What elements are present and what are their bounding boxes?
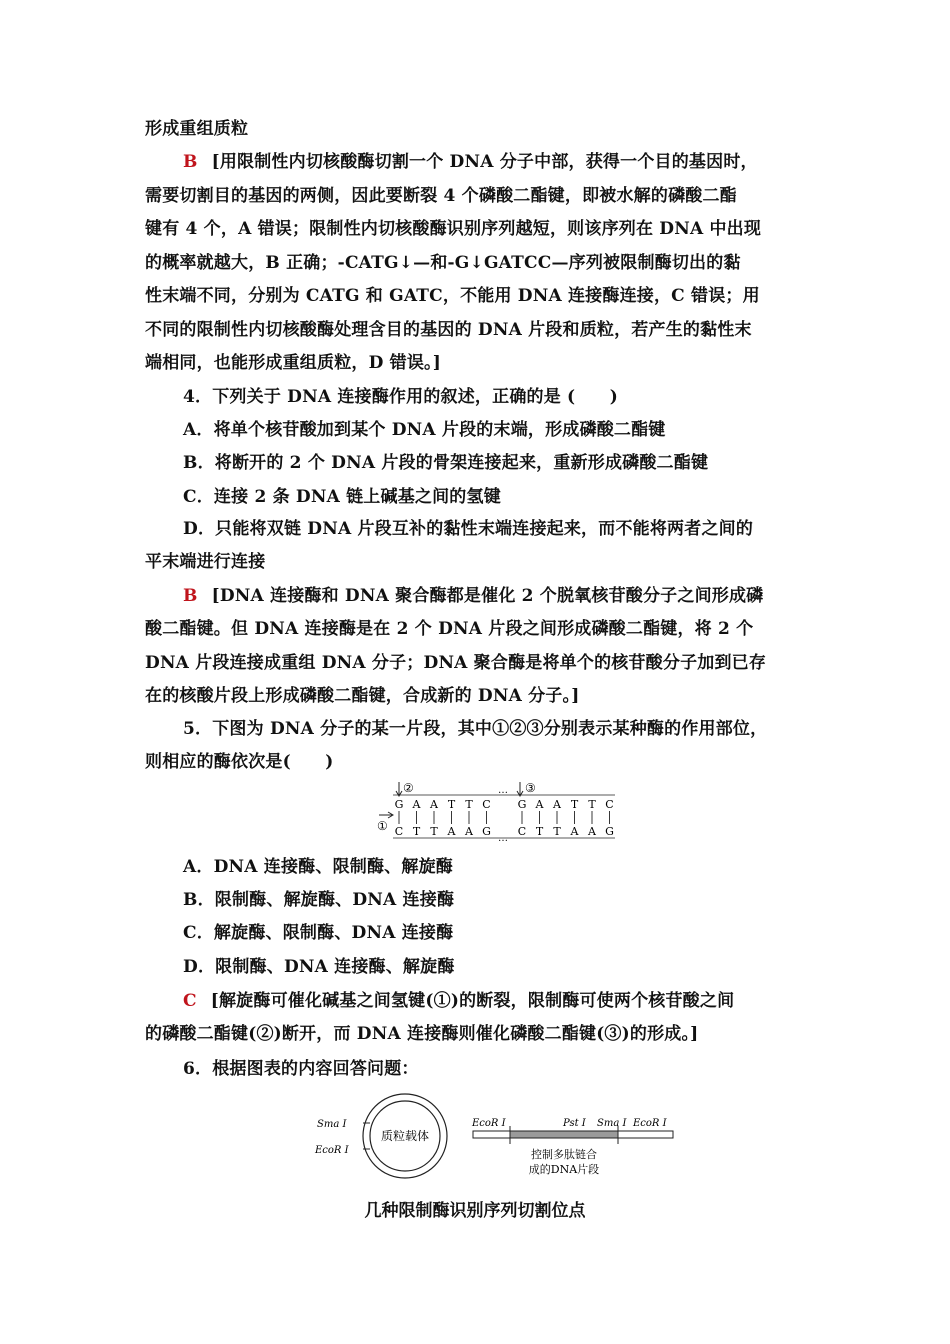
plasmid-diagram [310,1090,680,1182]
top-base: T [588,798,596,811]
option-b: B．限制酶、解旋酶、DNA 连接酶 [183,890,455,910]
answer-line [183,990,734,1012]
text-line: 的概率就越大，B 正确；-CATG↓—和-G↓GATCC—序列被限制酶切出的黏 [145,253,741,273]
bottom-base: T [412,825,421,838]
question-6: 6．根据图表的内容回答问题： [183,1059,419,1079]
top-base: T [465,798,473,811]
text-line: 需要切割目的基因的两侧，因此要断裂 4 个磷酸二酯键，即被水解的磷酸二酯 [145,186,737,206]
fragment-pst: Pst Ⅰ [563,1118,586,1129]
plasmid-label: 质粒载体 [380,1129,430,1143]
bottom-base: T [553,825,561,838]
bottom-base: A [588,825,596,838]
dna-fragment-diagram [375,778,625,842]
bottom-base: A [570,825,579,838]
fragment-ecor-right: EcoR Ⅰ [633,1118,667,1129]
answer-text: [解旋酶可催化碱基之间氢键(①)的断裂，限制酶可使两个核苷酸之间 [210,991,735,1011]
text-line: 端相同，也能形成重组质粒，D 错误。] [145,353,442,373]
bottom-base: G [605,825,614,838]
option-d: D．只能将双链 DNA 片段互补的黏性末端连接起来，而不能将两者之间的 [183,519,754,539]
label-2: ② [403,781,414,795]
answer-letter: B [183,152,198,172]
bottom-base: T [535,825,544,838]
text-line: 形成重组质粒 [145,119,249,139]
option-a: A．将单个核苷酸加到某个 DNA 片段的末端，形成磷酸二酯键 [183,420,666,440]
top-base: A [535,798,544,811]
label-1: ① [377,819,388,833]
text-line: 键有 4 个，A 错误；限制性内切核酸酶识别序列越短，则该序列在 DNA 中出现 [145,219,762,239]
text-line: 则相应的酶依次是( ) [145,752,334,772]
text-line: 平末端进行连接 [145,552,266,572]
option-c: C．解旋酶、限制酶、DNA 连接酶 [183,923,454,943]
fragment-label-2: 成的DNA片段 [528,1163,600,1176]
text-line: 的磷酸二酯键(②)断开，而 DNA 连接酶则催化磷酸二酯键(③)的形成。] [145,1024,699,1044]
bottom-base: T [430,825,438,838]
bottom-base: C [517,825,527,838]
top-base: T [447,798,456,811]
answer-letter: B [183,586,198,606]
top-base: G [517,798,527,811]
option-b: B．将断开的 2 个 DNA 片段的骨架连接起来，重新形成磷酸二酯键 [183,453,709,473]
top-base: A [412,798,421,811]
plasmid-sma-label: Sma Ⅰ [317,1119,347,1130]
text-line: DNA 片段连接成重组 DNA 分子；DNA 聚合酶是将单个的核苷酸分子加到已存 [145,653,767,673]
top-base: G [394,798,404,811]
ellipsis-bottom: … [498,833,508,842]
bottom-base: C [394,825,404,838]
answer-text: [DNA 连接酶和 DNA 聚合酶都是催化 2 个脱氧核苷酸分子之间形成磷 [211,586,764,606]
option-a: A．DNA 连接酶、限制酶、解旋酶 [183,857,453,877]
fragment-ecor-left: EcoR Ⅰ [472,1118,506,1129]
top-base: C [605,798,614,811]
text-line: 在的核酸片段上形成磷酸二酯键，合成新的 DNA 分子。] [145,686,580,706]
plasmid-ecor-label: EcoR Ⅰ [315,1145,349,1156]
fragment-label-1: 控制多肽链合 [531,1148,597,1161]
answer-letter: C [183,991,197,1011]
top-base: A [430,798,438,811]
top-base: T [570,798,579,811]
target-gene-region [510,1131,618,1138]
bottom-base: A [447,825,456,838]
label-3: ③ [525,781,536,795]
answer-line [183,151,758,173]
hydrogen-bonds [399,811,610,824]
text-line: 性末端不同，分别为 CATG 和 GATC，不能用 DNA 连接酶连接，C 错误；用 [145,286,760,306]
answer-text: [用限制性内切核酸酶切割一个 DNA 分子中部，获得一个目的基因时， [211,152,758,172]
top-strand [395,798,614,811]
question-4: 4．下列关于 DNA 连接酶作用的叙述，正确的是 ( ) [183,387,618,407]
bottom-base: G [482,825,491,838]
question-5: 5．下图为 DNA 分子的某一片段，其中①②③分别表示某种酶的作用部位， [183,719,768,739]
text-line: 不同的限制性内切核酸酶处理含目的基因的 DNA 片段和质粒，若产生的黏性末 [145,320,752,340]
text-line: 酸二酯键。但 DNA 连接酶是在 2 个 DNA 片段之间形成磷酸二酯键，将 2 个 [145,619,754,639]
top-base: C [482,798,491,811]
top-base: A [553,798,561,811]
answer-line [183,585,763,607]
bottom-base: A [465,825,473,838]
option-c: C．连接 2 条 DNA 链上碱基之间的氢键 [183,487,501,507]
fragment-sma: Sma Ⅰ [597,1118,627,1129]
figure-caption: 几种限制酶识别序列切割位点 [364,1201,586,1221]
ellipsis-top: … [498,785,508,796]
option-d: D．限制酶、DNA 连接酶、解旋酶 [183,957,455,977]
